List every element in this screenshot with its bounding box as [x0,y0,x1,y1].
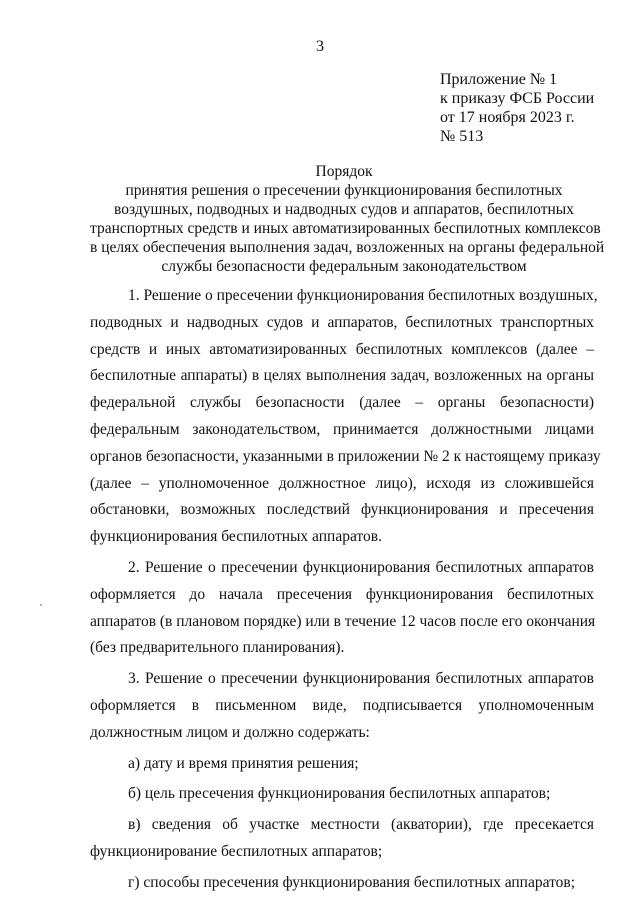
paragraph-1 [90,283,601,551]
text-line: федеральной службы безопасности (далее – органы безопасности) [90,394,594,412]
text-line: беспилотные аппараты) в целях выполнения задач, возложенных на органы [90,367,594,385]
paragraph-2 [90,555,594,662]
text-line: функционирование беспилотных аппаратов; [90,842,383,860]
paragraph-3 [90,666,594,746]
document-title [90,162,605,276]
page-number: 3 [316,38,324,55]
text-line: оформляется до начала пресечения функционирования беспилотных [90,585,594,603]
title-line: воздушных, подводных и надводных судов и аппаратов, беспилотных [114,201,574,218]
text-line: функционирования беспилотных аппаратов. [90,528,382,546]
title-line: принятия решения о пресечении функционирования беспилотных [125,182,563,199]
text-line: оформляется в письменном виде, подписывается уполномоченным [90,696,594,714]
text-line: (далее – уполномоченное должностное лицо), исходя из сложившейся [90,474,594,492]
title-heading: Порядок [315,163,373,180]
document-body [90,283,601,897]
text-line: (без предварительного планирования). [90,639,345,657]
text-line: в) сведения об участке местности (акватории), где пресекается [128,816,594,834]
list-item-g: г) способы пресечения функционирования беспилотных аппаратов; [128,873,576,891]
text-line: подводных и надводных судов и аппаратов, беспилотных транспортных [90,313,594,331]
scan-speck [40,604,42,606]
appendix-reference [440,70,630,146]
text-line: средств и иных автоматизированных беспилотных комплексов (далее – [90,340,594,358]
text-line: 2. Решение о пресечении функционирования беспилотных аппаратов [128,558,594,576]
text-line: 1. Решение о пресечении функционирования беспилотных воздушных, [128,287,598,304]
list-item-a: а) дату и время принятия решения; [128,754,359,772]
title-line: в целях обеспечения выполнения задач, возложенных на органы федеральной [90,239,605,256]
text-line: 3. Решение о пресечении функционирования беспилотных аппаратов [128,670,594,688]
title-line: службы безопасности федеральным законодательством [161,258,527,275]
appendix-order-number: № 513 [440,128,484,145]
text-line: органов безопасности, указанными в приложении № 2 к настоящему приказу [90,447,601,465]
text-line: должностным лицом и должно содержать: [90,723,370,741]
title-line: транспортных средств и иных автоматизированных беспилотных комплексов [90,220,601,237]
list-item-v [90,812,594,866]
appendix-title: Приложение № 1 [440,71,558,88]
text-line: аппаратов (в плановом порядке) или в течение 12 часов после его окончания [90,612,596,630]
appendix-order-ref: к приказу ФСБ России [440,90,595,107]
appendix-order-date: от 17 ноября 2023 г. [440,109,575,126]
list-item-b: б) цель пресечения функционирования беспилотных аппаратов; [128,785,551,803]
text-line: федеральным законодательством, принимается должностными лицами [90,420,594,438]
text-line: обстановки, возможных последствий функционирования и пресечения [90,501,594,519]
